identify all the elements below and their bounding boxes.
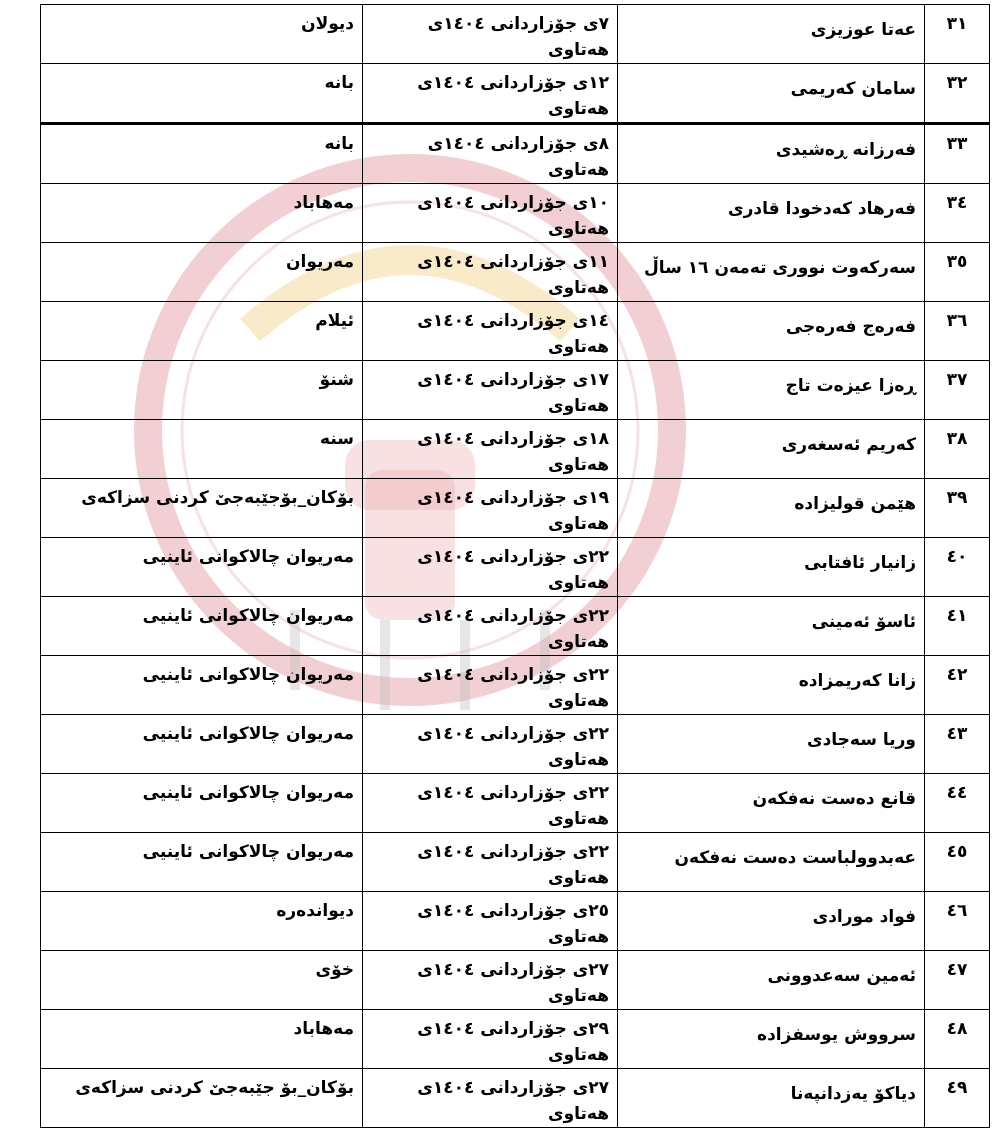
row-number-cell: ٣٦ <box>925 302 990 361</box>
table-row <box>41 538 990 597</box>
person-name-cell: وریا سەجادی <box>618 715 925 774</box>
table-row <box>41 302 990 361</box>
row-number-cell: ٤٢ <box>925 656 990 715</box>
person-name-cell: سرووش یوسفزادە <box>618 1010 925 1069</box>
table-row <box>41 597 990 656</box>
location-cell: دیواندەرە <box>41 892 363 951</box>
row-number-cell: ٣٧ <box>925 361 990 420</box>
table-row <box>41 420 990 479</box>
row-number-cell: ٣٢ <box>925 64 990 124</box>
person-name-cell: دیاکۆ یەزدانپەنا <box>618 1069 925 1128</box>
records-table-body <box>41 5 990 1128</box>
location-cell: سنە <box>41 420 363 479</box>
row-number-cell: ٤٦ <box>925 892 990 951</box>
location-cell: مەریوان چالاکوانی ئاینیی <box>41 715 363 774</box>
row-number-cell: ٤٥ <box>925 833 990 892</box>
table-row <box>41 951 990 1010</box>
date-cell: ١٠ی جۆزاردانی ١٤٠٤ی هەتاوی <box>363 184 618 243</box>
date-cell: ١١ی جۆزاردانی ١٤٠٤ی هەتاوی <box>363 243 618 302</box>
location-cell: بانە <box>41 124 363 184</box>
date-cell: ٢٢ی جۆزاردانی ١٤٠٤ی هەتاوی <box>363 833 618 892</box>
date-cell: ٢٢ی جۆزاردانی ١٤٠٤ی هەتاوی <box>363 715 618 774</box>
person-name-cell: عەبدوولباست دەست نەفکەن <box>618 833 925 892</box>
row-number-cell: ٤١ <box>925 597 990 656</box>
person-name-cell: عەتا عوزیزی <box>618 5 925 64</box>
date-cell: ٨ی جۆزاردانی ١٤٠٤ی هەتاوی <box>363 124 618 184</box>
table-row <box>41 892 990 951</box>
row-number-cell: ٤٣ <box>925 715 990 774</box>
table-row <box>41 184 990 243</box>
table-row <box>41 833 990 892</box>
table-row <box>41 1010 990 1069</box>
table-row <box>41 774 990 833</box>
person-name-cell: فەرزانە ڕەشیدی <box>618 124 925 184</box>
person-name-cell: ئاسۆ ئەمینی <box>618 597 925 656</box>
table-row <box>41 124 990 184</box>
location-cell: مەریوان چالاکوانی ئاینیی <box>41 833 363 892</box>
row-number-cell: ٣٨ <box>925 420 990 479</box>
date-cell: ١٨ی جۆزاردانی ١٤٠٤ی هەتاوی <box>363 420 618 479</box>
row-number-cell: ٣٥ <box>925 243 990 302</box>
row-number-cell: ٣٩ <box>925 479 990 538</box>
date-cell: ١٧ی جۆزاردانی ١٤٠٤ی هەتاوی <box>363 361 618 420</box>
location-cell: خۆی <box>41 951 363 1010</box>
row-number-cell: ٤٤ <box>925 774 990 833</box>
location-cell: مەریوان <box>41 243 363 302</box>
person-name-cell: سامان کەریمی <box>618 64 925 124</box>
person-name-cell: سەرکەوت نووری تەمەن ١٦ ساڵ <box>618 243 925 302</box>
row-number-cell: ٤٩ <box>925 1069 990 1128</box>
person-name-cell: فەرهاد کەدخودا قادری <box>618 184 925 243</box>
location-cell: بانە <box>41 64 363 124</box>
location-cell: مەریوان چالاکوانی ئاینیی <box>41 774 363 833</box>
date-cell: ٢٧ی جۆزاردانی ١٤٠٤ی هەتاوی <box>363 951 618 1010</box>
person-name-cell: هێمن قولیزادە <box>618 479 925 538</box>
location-cell: مەهاباد <box>41 184 363 243</box>
date-cell: ٢٢ی جۆزاردانی ١٤٠٤ی هەتاوی <box>363 538 618 597</box>
date-cell: ٢٢ی جۆزاردانی ١٤٠٤ی هەتاوی <box>363 656 618 715</box>
row-number-cell: ٣٤ <box>925 184 990 243</box>
row-number-cell: ٤٠ <box>925 538 990 597</box>
person-name-cell: قانع دەست نەفکەن <box>618 774 925 833</box>
date-cell: ٢٩ی جۆزاردانی ١٤٠٤ی هەتاوی <box>363 1010 618 1069</box>
table-row <box>41 715 990 774</box>
records-table <box>40 4 990 1128</box>
row-number-cell: ٣٣ <box>925 124 990 184</box>
date-cell: ٢٢ی جۆزاردانی ١٤٠٤ی هەتاوی <box>363 774 618 833</box>
date-cell: ١٤ی جۆزاردانی ١٤٠٤ی هەتاوی <box>363 302 618 361</box>
date-cell: ٢٥ی جۆزاردانی ١٤٠٤ی هەتاوی <box>363 892 618 951</box>
date-cell: ٢٢ی جۆزاردانی ١٤٠٤ی هەتاوی <box>363 597 618 656</box>
location-cell: مەریوان چالاکوانی ئاینیی <box>41 656 363 715</box>
date-cell: ١٢ی جۆزاردانی ١٤٠٤ی هەتاوی <box>363 64 618 124</box>
person-name-cell: ئەمین سەعدوونی <box>618 951 925 1010</box>
person-name-cell: کەریم ئەسغەری <box>618 420 925 479</box>
person-name-cell: زانیار ئافتابی <box>618 538 925 597</box>
table-row <box>41 1069 990 1128</box>
date-cell: ١٩ی جۆزاردانی ١٤٠٤ی هەتاوی <box>363 479 618 538</box>
location-cell: بۆکان_بۆ جێبەجێ کردنی سزاکەی <box>41 1069 363 1128</box>
location-cell: دیولان <box>41 5 363 64</box>
table-row <box>41 64 990 124</box>
table-row <box>41 243 990 302</box>
row-number-cell: ٤٨ <box>925 1010 990 1069</box>
date-cell: ٢٧ی جۆزاردانی ١٤٠٤ی هەتاوی <box>363 1069 618 1128</box>
row-number-cell: ٤٧ <box>925 951 990 1010</box>
table-row <box>41 361 990 420</box>
person-name-cell: فەرەج فەرەجی <box>618 302 925 361</box>
table-row <box>41 5 990 64</box>
person-name-cell: ڕەزا عیزەت تاج <box>618 361 925 420</box>
date-cell: ٧ی جۆزاردانی ١٤٠٤ی هەتاوی <box>363 5 618 64</box>
location-cell: بۆکان_بۆجێبەجێ کردنی سزاکەی <box>41 479 363 538</box>
person-name-cell: فواد مورادی <box>618 892 925 951</box>
location-cell: مەریوان چالاکوانی ئاینیی <box>41 538 363 597</box>
row-number-cell: ٣١ <box>925 5 990 64</box>
location-cell: مەهاباد <box>41 1010 363 1069</box>
location-cell: مەریوان چالاکوانی ئاینیی <box>41 597 363 656</box>
table-row <box>41 656 990 715</box>
location-cell: شنۆ <box>41 361 363 420</box>
person-name-cell: زانا کەریمزادە <box>618 656 925 715</box>
table-row <box>41 479 990 538</box>
location-cell: ئیلام <box>41 302 363 361</box>
